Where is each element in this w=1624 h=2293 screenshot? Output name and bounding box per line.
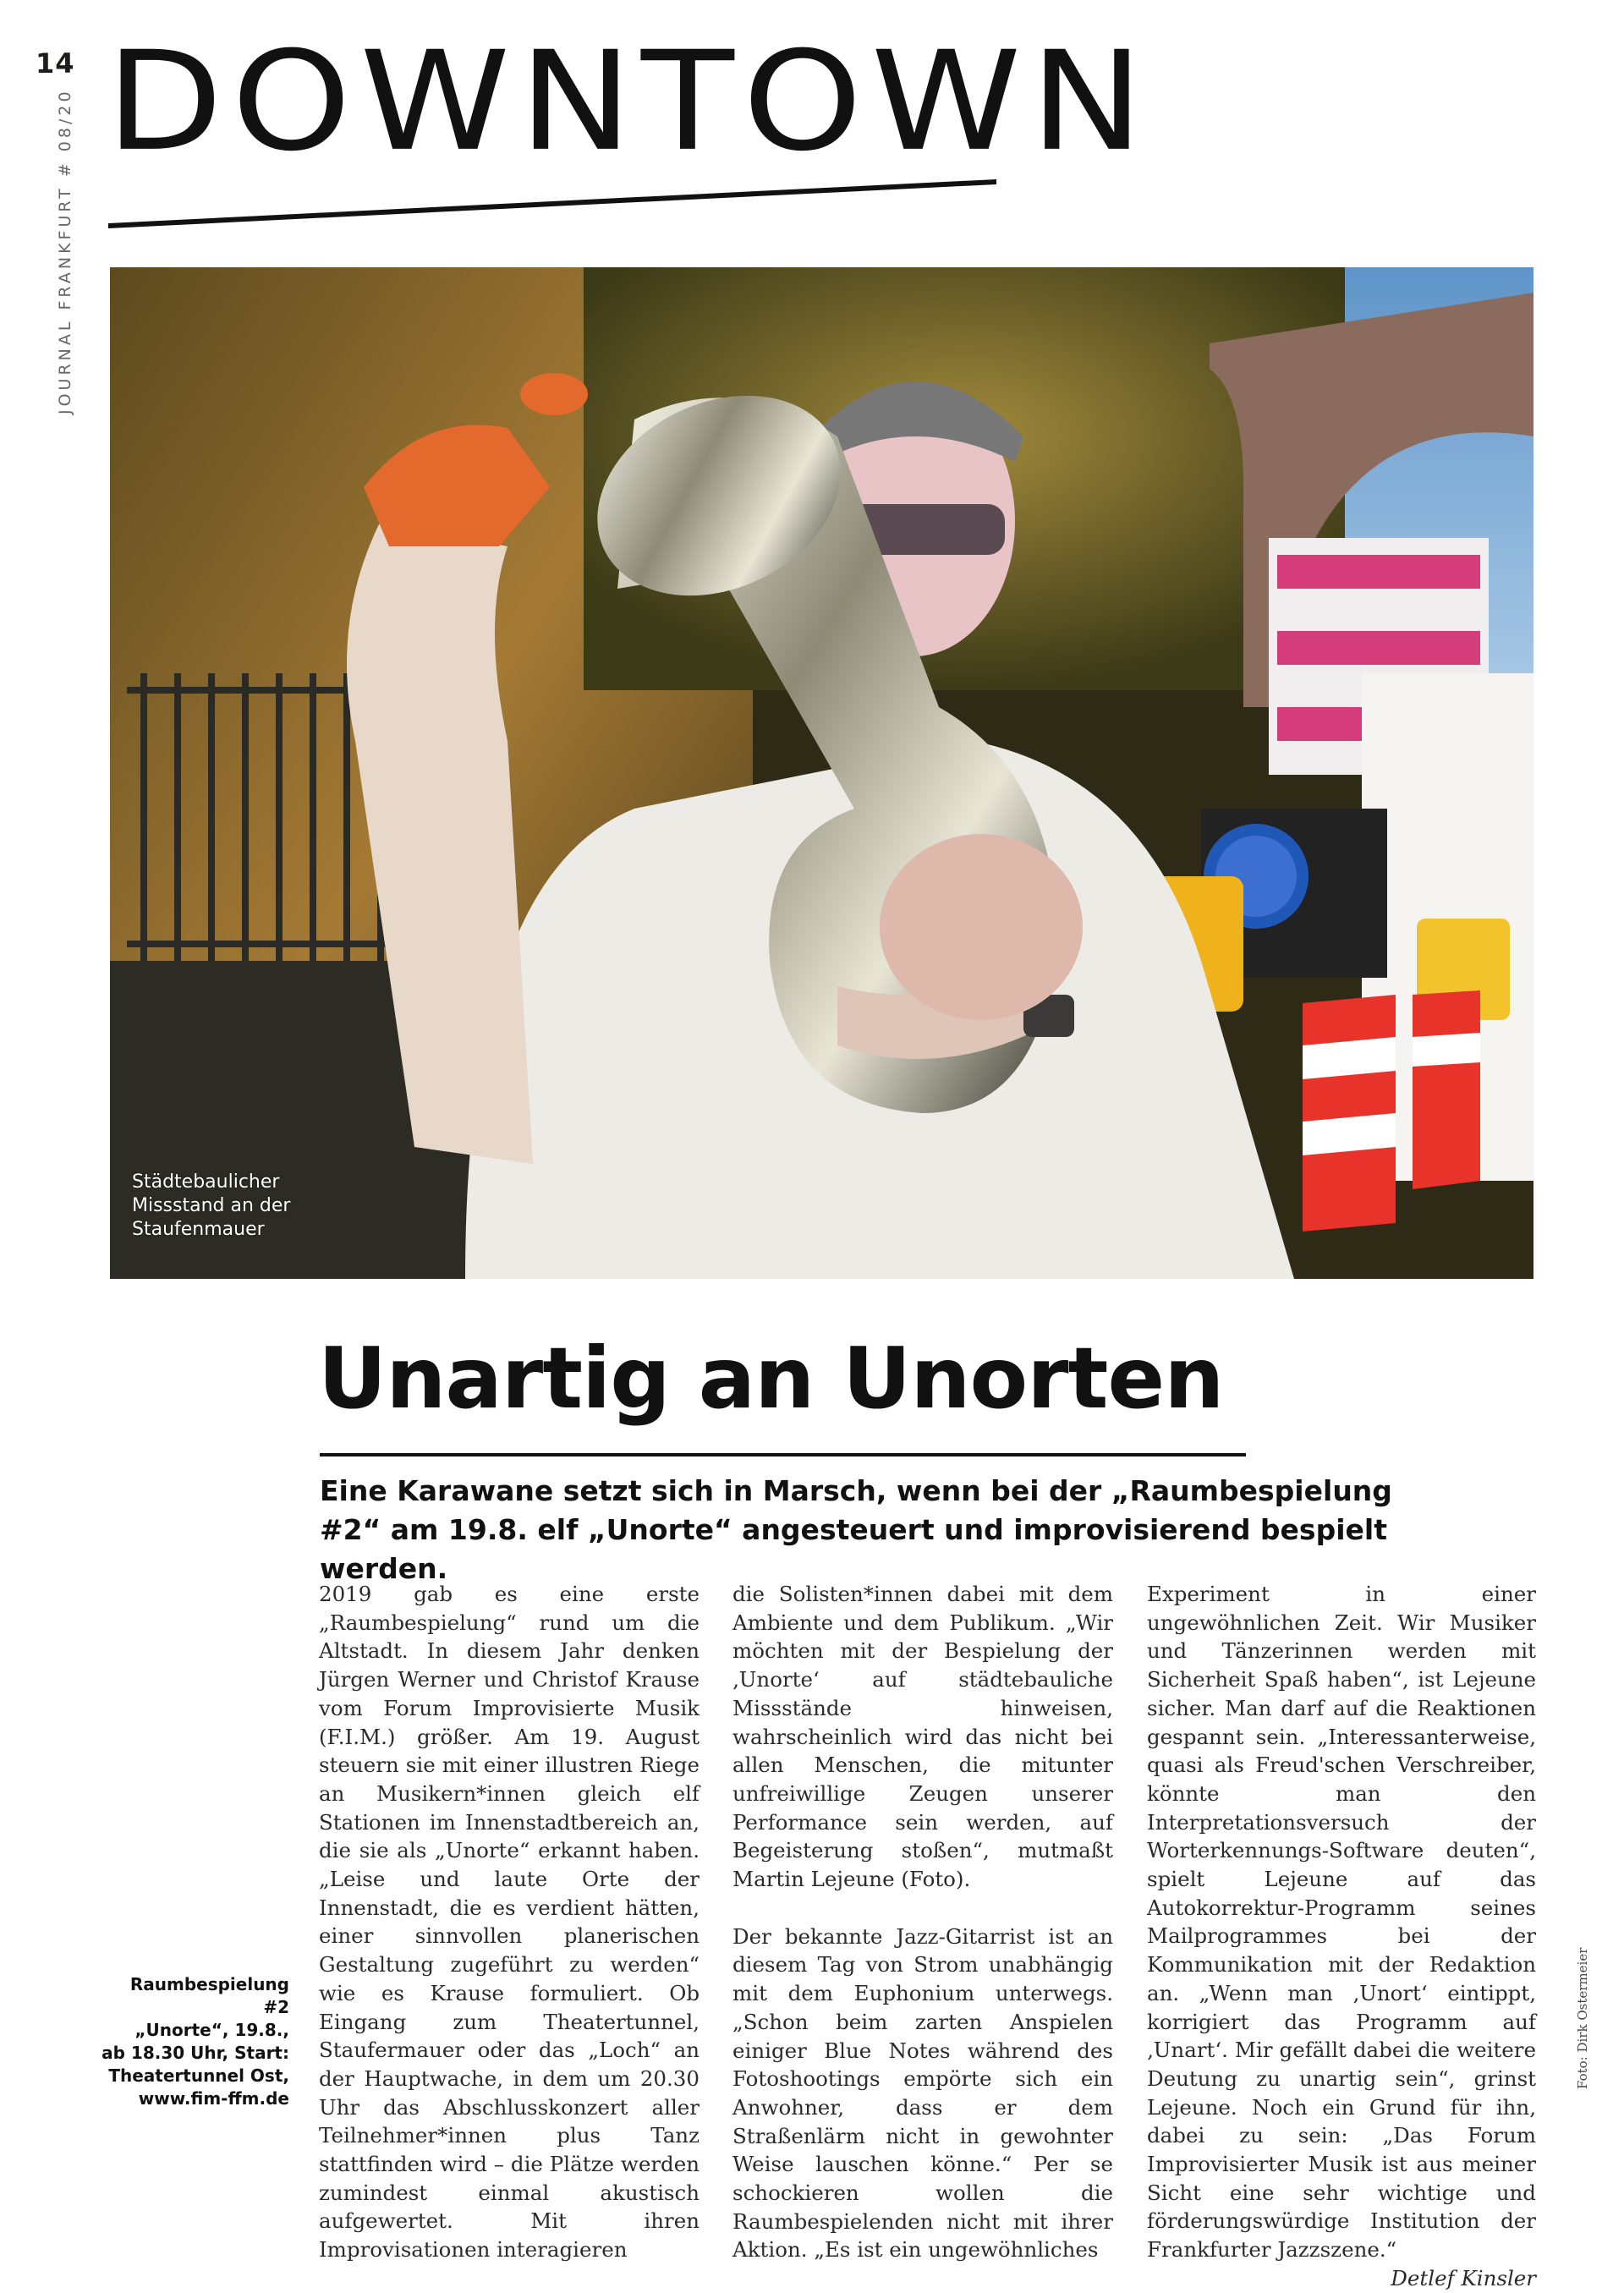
paragraph: die Solisten*innen dabei mit dem Ambiente und dem Publikum. „Wir möchten mit der Bespielung der ‚Unorte‘ auf städtebauliche Missstände hinweisen, wahrscheinlich wird das nicht bei allen Menschen, die mitunter unfreiwillige Zeugen unserer Performance sein werden, auf Begeisterung stoßen“, mutmaßt Martin Lejeune (Foto). <box>732 1582 1113 1892</box>
event-website: www.fim-ffm.de <box>138 2088 289 2109</box>
photo-credit: Foto: Dirk Ostermeier <box>1575 1947 1590 2089</box>
event-start-location: Theatertunnel Ost, <box>108 2065 289 2086</box>
article-column-2 <box>732 1580 1113 2264</box>
article-lead: Eine Karawane setzt sich in Marsch, wenn bei der „Raumbespielung #2“ am 19.8. elf „Unorte“ angesteuert und improvisierend bespielt werden. <box>320 1474 1392 1585</box>
magazine-issue-label: JOURNAL FRANKFURT # 08/20 <box>56 88 74 414</box>
section-title-rule <box>108 174 1005 233</box>
paragraph-text: Experiment in einer ungewöhnlichen Zeit. Wir Musiker und Tänzerinnen werden mit Sicherheit Spaß haben“, ist Lejeune sicher. Man darf auf die Reaktionen gespannt sein. „Interessanterweise, quasi als Freud'schen Verschreiber, könnte man den Interpretationsversuch der Worterkennungs-Software deuten“, spielt Lejeune auf das Autokorrektur-Programm seines Mailprogrammes bei der Kommunikation mit der Redaktion an. „Wenn man ‚Unort‘ eintippt, korrigiert das Programm auf ‚Unart‘. Mir gefällt dabei die weitere Deutung zu unartig sein“, grinst Lejeune. Noch ein Grund für ihn, dabei zu sein: „Das Forum Improvisierter Musik ist aus meiner Sicht eine sehr wichtige und förderungswürdige Institution der Frankfurter Jazzszene.“ <box>1147 1582 1536 2263</box>
article-column-3 <box>1147 1580 1536 2293</box>
page-number: 14 <box>36 47 75 80</box>
paragraph: 2019 gab es eine erste „Raumbespielung“ rund um die Altstadt. In diesem Jahr denken Jürgen Werner und Christof Krause vom Forum Improvisierte Musik (F.I.M.) größer. Am 19. August steuern sie mit einer illustren Riege an Musikern*innen gleich elf Stationen im Innenstadtbereich an, die sie als „Unorte“ erkannt haben. „Leise und laute Orte der Innenstadt, die es verdient hätten, einer sinnvollen planerischen Gestaltung zugeführt zu werden“ wie es Krause formuliert. Ob Eingang zum Theatertunnel, Staufermauer oder das „Loch“ an der Hauptwache, in dem um 20.30 Uhr das Abschlusskonzert aller Teilnehmer*innen plus Tanz stattfinden wird – die Plätze werden zumindest einmal akustisch aufgewertet. Mit ihren Improvisationen interagieren <box>319 1582 700 2263</box>
paragraph <box>1147 1580 1536 2290</box>
section-title: DOWNTOWN <box>106 22 1153 182</box>
article-photo <box>110 267 1533 1279</box>
event-title: Raumbespielung #2 <box>129 1974 289 2017</box>
headline-rule <box>320 1453 1246 1456</box>
event-time: ab 18.30 Uhr, Start: <box>102 2043 289 2063</box>
article-column-1 <box>319 1580 700 2264</box>
article-headline: Unartig an Unorten <box>318 1329 1224 1428</box>
event-info-box <box>102 1973 289 2110</box>
event-date: „Unorte“, 19.8., <box>134 2020 289 2040</box>
author-name: Detlef Kinsler <box>1391 2265 1536 2290</box>
paragraph: Der bekannte Jazz-Gitarrist ist an diesem Tag von Strom unabhängig mit dem Euphonium unterwegs. „Schon beim zarten Anspielen einiger Blue Notes während des Fotoshootings empörte sich ein Anwohner, dass er dem Straßenlärm nicht in gewohnter Weise lauschen könne.“ Per se schockieren wollen die Raumbespielenden nicht mit ihrer Aktion. „Es ist ein ungewöhnliches <box>732 1923 1113 2263</box>
photo-caption: Städtebaulicher Missstand an der Staufenmauer <box>132 1171 291 1240</box>
